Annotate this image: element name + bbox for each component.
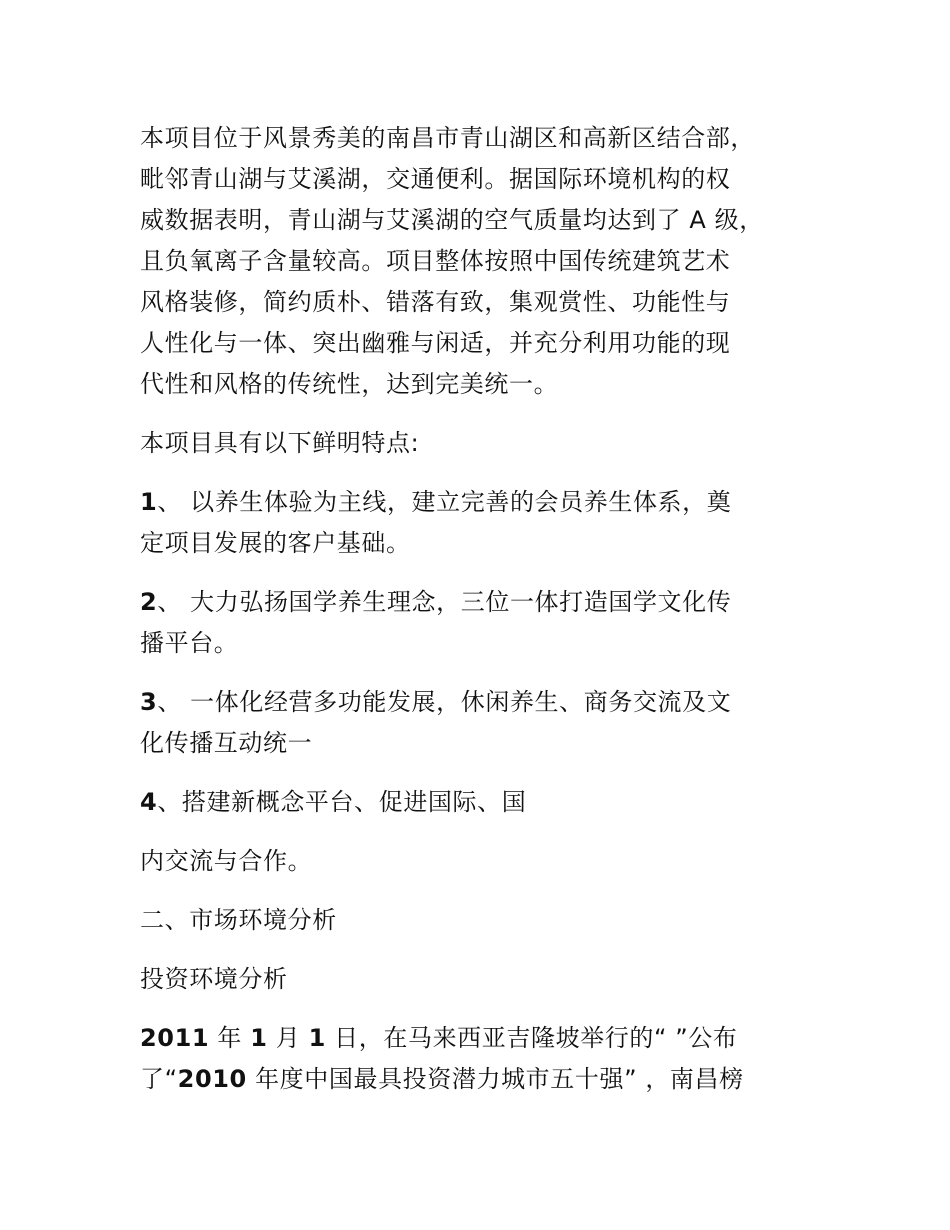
feature-4-continuation: 内交流与合作。	[140, 847, 313, 875]
feature-number: 4	[140, 788, 158, 816]
intro-line: 风格装修，简约质朴、错落有致，集观赏性、功能性与	[140, 288, 731, 316]
intro-line: 毗邻青山湖与艾溪湖，交通便利。据国际环境机构的权	[140, 165, 731, 193]
feature-number: 1	[140, 488, 158, 516]
ranking-year: 2010	[177, 1065, 247, 1093]
news-text: 年度中国最具投资潜力城市五十强” ，南昌榜	[246, 1065, 744, 1093]
feature-separator: 、	[157, 788, 182, 816]
feature-text: 以养生体验为主线，建立完善的会员养生体系，奠	[190, 488, 732, 516]
feature-text: 搭建新概念平台、促进国际、国	[181, 788, 527, 816]
intro-paragraph	[140, 118, 830, 405]
date-day: 1	[308, 1024, 326, 1052]
month-char: 月	[267, 1024, 309, 1052]
news-text: 了“	[140, 1065, 178, 1093]
intro-line: 人性化与一体、突出幽雅与闲适，并充分利用功能的现	[140, 329, 731, 357]
feature-item-3	[140, 682, 830, 764]
feature-separator: 、	[157, 588, 191, 616]
news-paragraph	[140, 1018, 830, 1100]
subsection-heading: 投资环境分析	[140, 965, 288, 993]
features-heading: 本项目具有以下鲜明特点:	[140, 429, 420, 457]
intro-line: 代性和风格的传统性，达到完美统一。	[140, 370, 559, 398]
section-heading: 二、市场环境分析	[140, 906, 337, 934]
intro-line: 本项目位于风景秀美的南昌市青山湖区和高新区结合部，	[140, 124, 755, 152]
feature-item-4	[140, 782, 830, 823]
intro-line: 且负氧离子含量较高。项目整体按照中国传统建筑艺术	[140, 247, 731, 275]
feature-text: 化传播互动统一	[140, 729, 313, 757]
intro-line: 威数据表明，青山湖与艾溪湖的空气质量均达到了 A 级，	[140, 206, 764, 234]
date-month: 1	[250, 1024, 268, 1052]
feature-item-1	[140, 482, 830, 564]
feature-item-2	[140, 582, 830, 664]
news-text: 日，在马来西亚吉隆坡举行的“ ”公布	[325, 1024, 738, 1052]
feature-text: 播平台。	[140, 629, 239, 657]
feature-text: 大力弘扬国学养生理念，三位一体打造国学文化传	[190, 588, 732, 616]
feature-number: 3	[140, 688, 158, 716]
feature-separator: 、	[157, 688, 191, 716]
feature-text: 一体化经营多功能发展，休闲养生、商务交流及文	[190, 688, 732, 716]
document-page	[140, 118, 830, 1100]
feature-number: 2	[140, 588, 158, 616]
year-char: 年	[209, 1024, 251, 1052]
feature-separator: 、	[157, 488, 191, 516]
feature-text: 定项目发展的客户基础。	[140, 529, 411, 557]
date-year: 2011	[140, 1024, 210, 1052]
